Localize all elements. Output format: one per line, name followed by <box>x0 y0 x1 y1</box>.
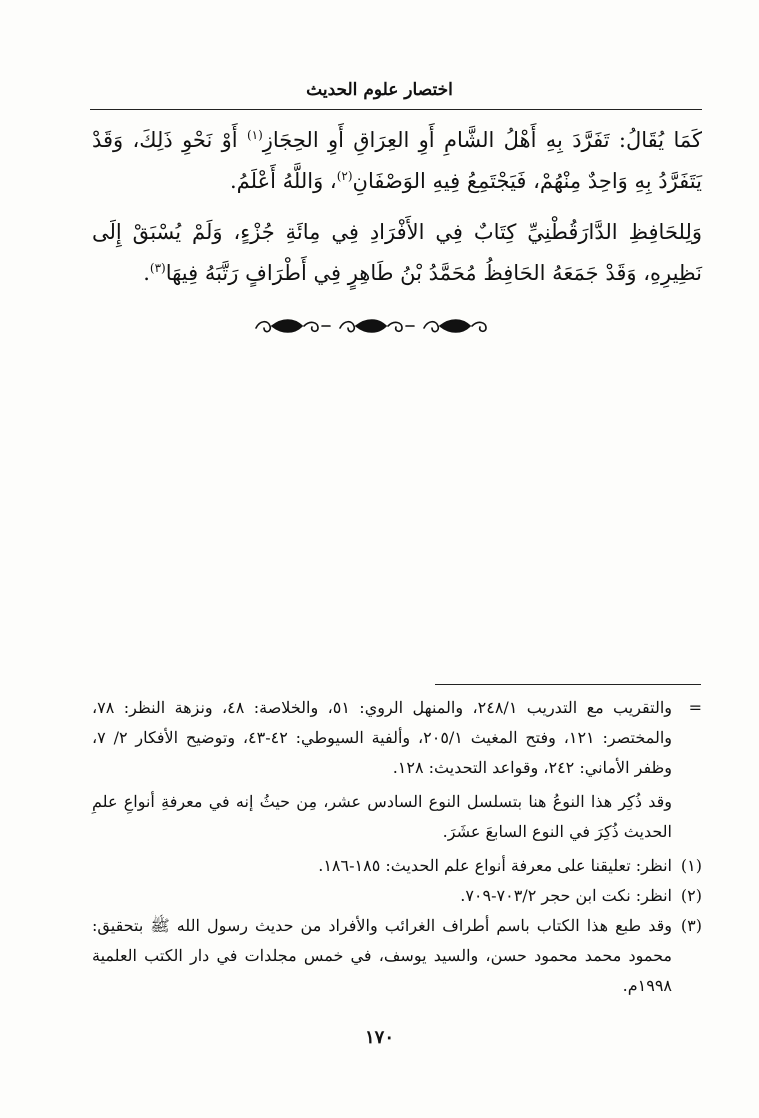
footnote-separator <box>435 684 701 685</box>
continuation-marker: = <box>688 698 702 717</box>
paragraph-1-part-1: كَمَا يُقَالُ: تَفَرَّدَ بِهِ أَهْلُ الشَّامِ أَوِ العِرَاقِ أَوِ الحِجَازِ <box>262 128 702 152</box>
footnote-ref-2[interactable]: (٢) <box>336 169 353 183</box>
footnotes <box>92 693 702 1001</box>
paragraph-1-part-2: أَوْ نَحْوِ ذَلِكَ، وَقَدْ يَتَفَرَّدُ بِهِ وَاحِدٌ مِنْهُمْ، فَيَجْتَمِعُ فِيهِ الوَصْفَانِ <box>92 128 702 193</box>
footnote-continuation <box>92 693 702 783</box>
page-number: ١٧٠ <box>364 1027 394 1048</box>
paragraph-2-text: وَلِلحَافِظِ الدَّارَقُطْنِيِّ كِتَابٌ فِي الأَفْرَادِ فِي مِائَةِ جُزْءٍ، وَلَمْ يُسْبَقْ إِلَى نَظِيرِهِ، وَقَدْ جَمَعَهُ الحَافِظُ مُحَمَّدُ بْنُ طَاهِرٍ فِي أَطْرَافٍ رَتَّبَهُ فِيهَا <box>92 220 702 285</box>
running-title: اختصار علوم الحديث <box>306 80 453 100</box>
footnote-2-marker: (٢) <box>680 886 702 905</box>
main-text <box>92 120 702 294</box>
footnote-1 <box>92 851 702 881</box>
header-rule <box>90 109 702 110</box>
paragraph-1-part-3: ، وَاللَّهُ أَعْلَمُ. <box>230 169 337 193</box>
footnote-1-text: انظر: تعليقنا على معرفة أنواع علم الحديث: ١٨٥-١٨٦. <box>318 856 672 875</box>
footnote-3 <box>92 911 702 1001</box>
ornament-unit-left <box>256 320 330 332</box>
footnote-2 <box>92 881 702 911</box>
floral-divider-icon <box>252 314 502 338</box>
footnote-3-text: وقد طبع هذا الكتاب باسم أطراف الغرائب والأفراد من حديث رسول الله ﷺ بتحقيق: محمود محمد محمود حسن، والسيد يوسف، في خمس مجلدات في دار الكتب العلمية ١٩٩٨م. <box>92 916 672 995</box>
footnote-ref-1[interactable]: (١) <box>246 128 263 142</box>
paragraph-1 <box>92 120 702 202</box>
footnote-ref-3[interactable]: (٣) <box>149 261 166 275</box>
paragraph-2 <box>92 212 702 294</box>
ornament-unit-right <box>424 320 486 332</box>
footnote-2-text: انظر: نكت ابن حجر ٧٠٣/٢-٧٠٩. <box>460 886 672 905</box>
continuation-text: والتقريب مع التدريب ٢٤٨/١، والمنهل الروي: ٥١، والخلاصة: ٤٨، ونزهة النظر: ٧٨، والمختصر: ١٢١، وفتح المغيث ٢٠٥/١، وألفية السيوطي: ٤٢-٤٣، وتوضيح الأفكار ٢/ ٧، وظفر الأماني: ٢٤٢، وقواعد التحديث: ١٢٨. <box>92 698 673 777</box>
paragraph-2-end: . <box>143 261 150 285</box>
ornament-unit-middle <box>340 320 414 332</box>
footnote-note-paragraph: وقد ذُكِر هذا النوعُ هنا بتسلسل النوع السادس عشر، مِن حيثُ إنه في معرفةِ أنواعِ علمِ الحديث ذُكِرَ في النوع السابعَ عشَرَ. <box>92 792 672 841</box>
footnote-3-marker: (٣) <box>680 916 702 935</box>
footnote-1-marker: (١) <box>680 856 702 875</box>
